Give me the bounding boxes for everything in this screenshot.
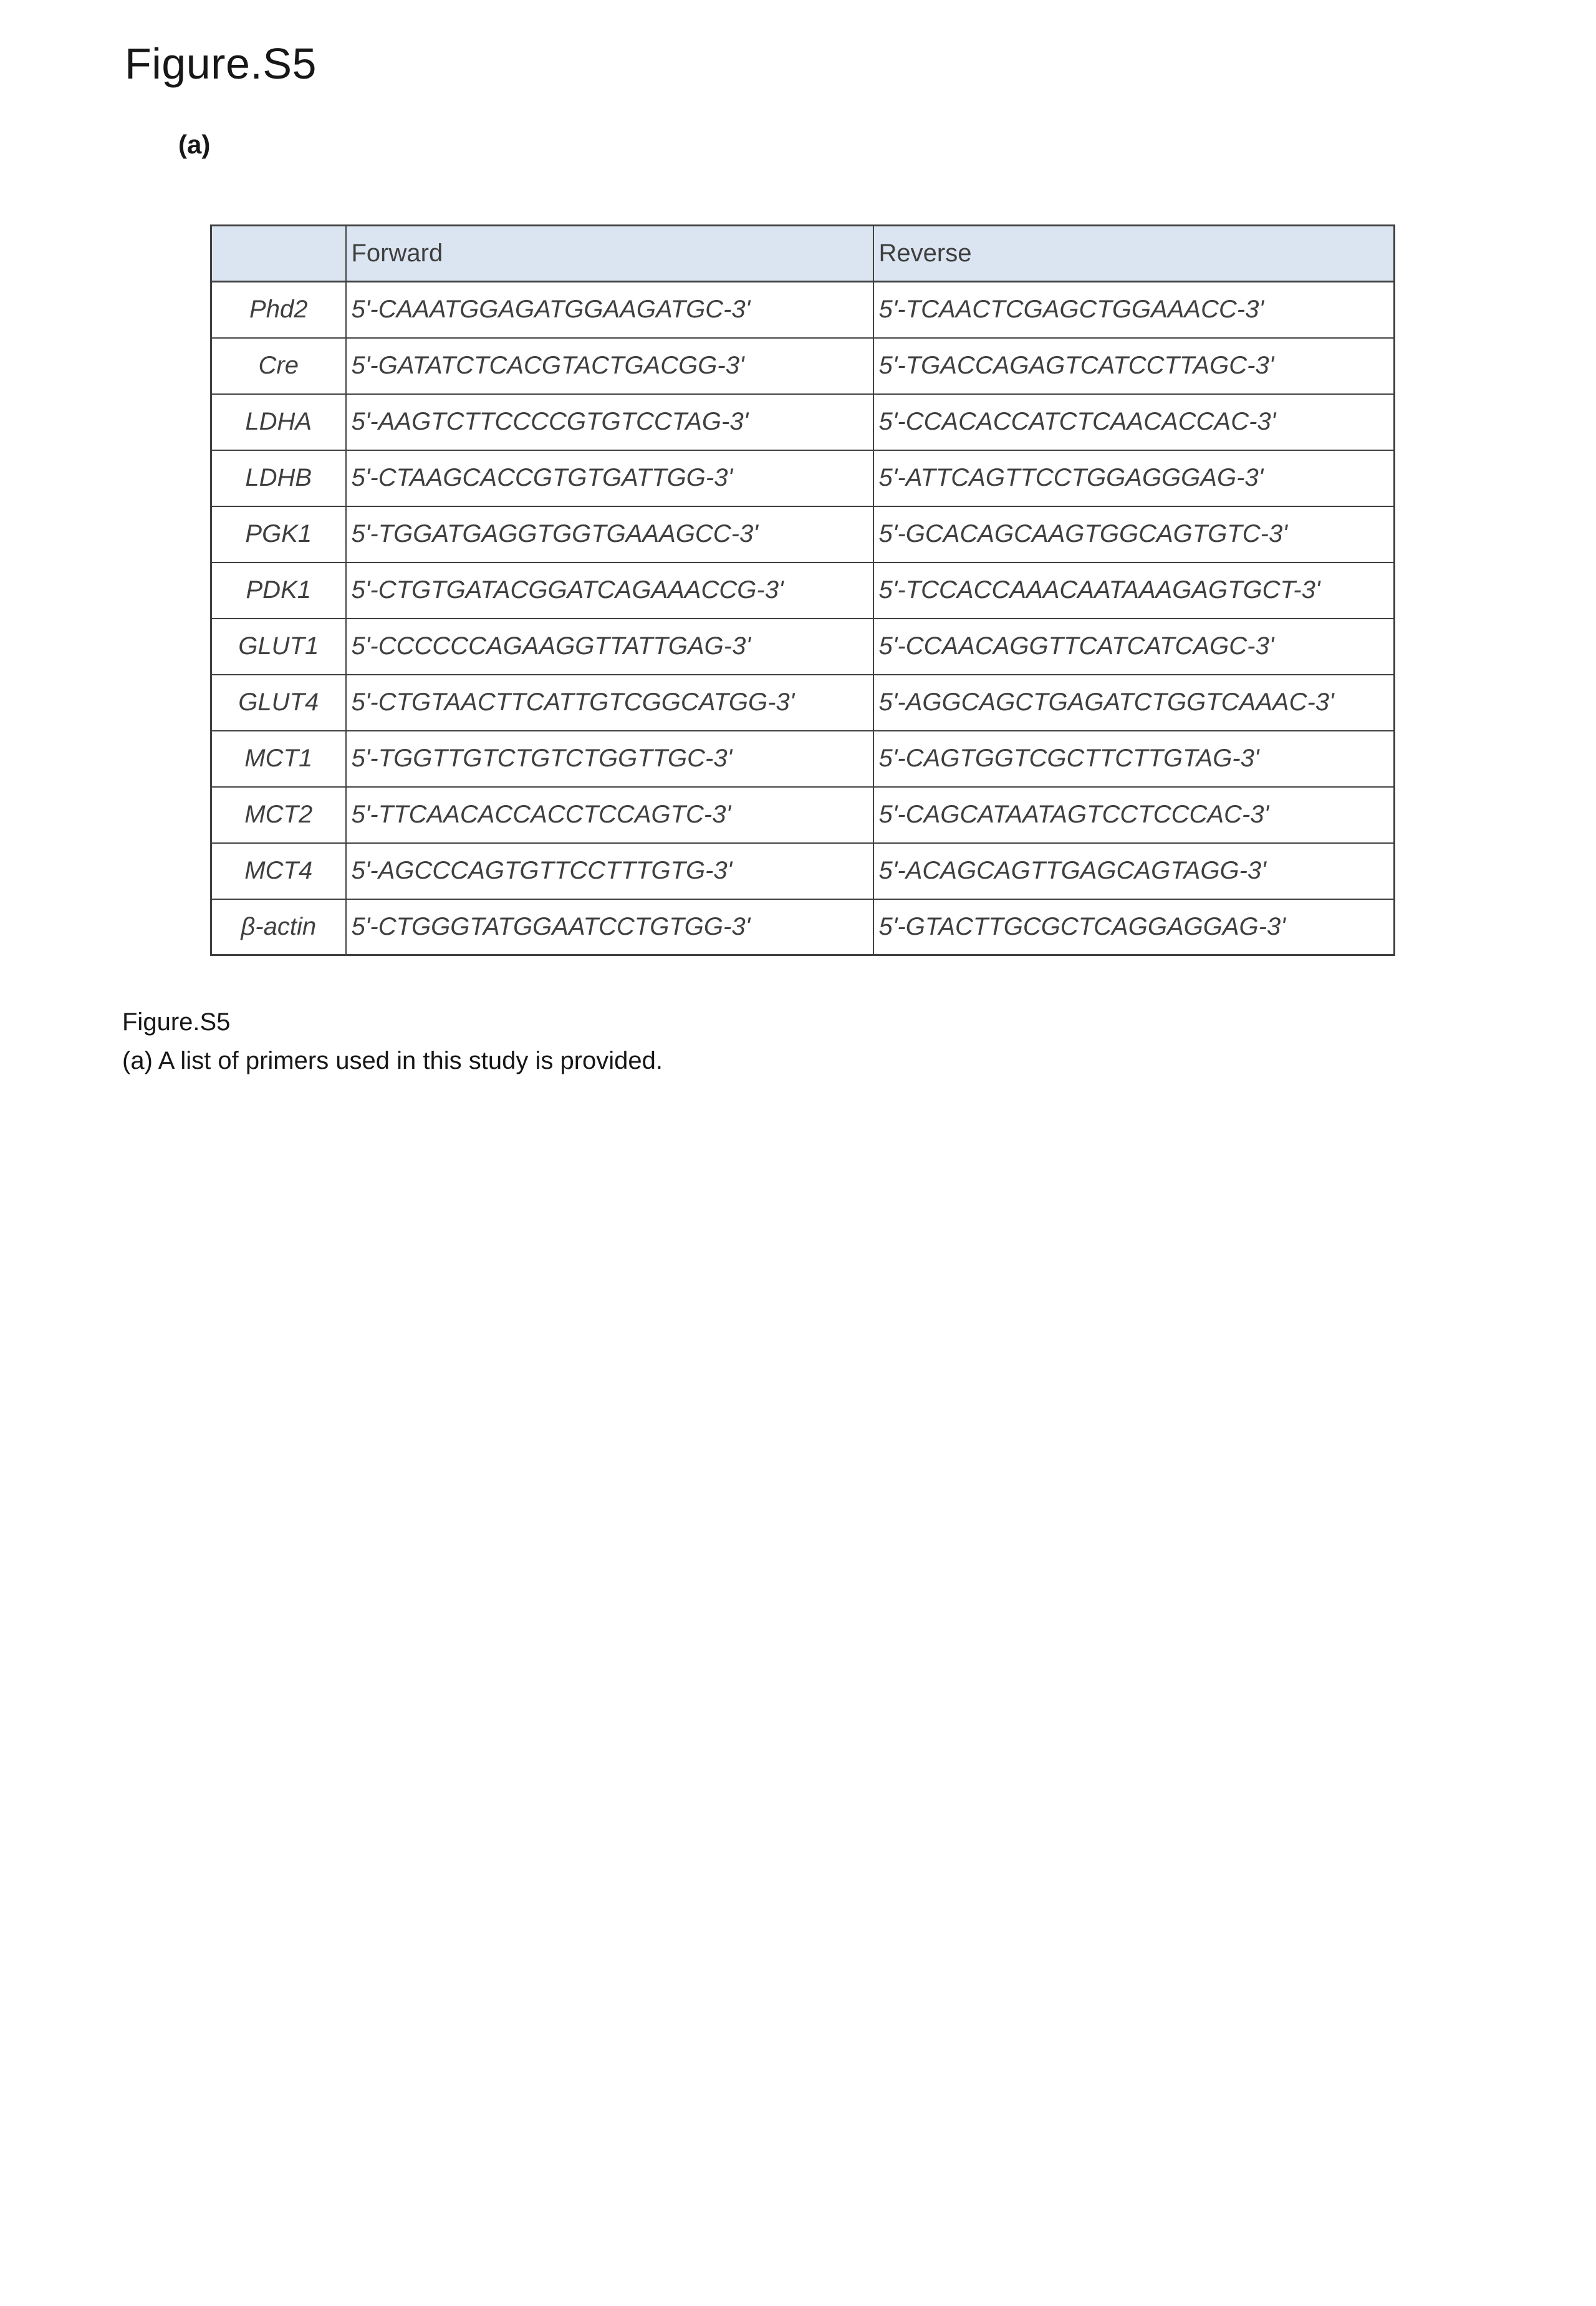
forward-sequence: 5'-AGCCCAGTGTTCCTTTGTG-3' bbox=[346, 843, 873, 899]
gene-name: GLUT4 bbox=[211, 675, 346, 731]
table-row bbox=[211, 731, 1395, 787]
panel-a-label: (a) bbox=[178, 130, 211, 159]
reverse-sequence: 5'-ACAGCAGTTGAGCAGTAGG-3' bbox=[873, 843, 1395, 899]
reverse-sequence: 5'-CAGTGGTCGCTTCTTGTAG-3' bbox=[873, 731, 1395, 787]
forward-sequence: 5'-CTGTAACTTCATTGTCGGCATGG-3' bbox=[346, 675, 873, 731]
table-row bbox=[211, 843, 1395, 899]
gene-column-header bbox=[211, 226, 346, 282]
forward-sequence: 5'-CCCCCCAGAAGGTTATTGAG-3' bbox=[346, 619, 873, 675]
table-row bbox=[211, 338, 1395, 394]
reverse-sequence: 5'-CCACACCATCTCAACACCAC-3' bbox=[873, 394, 1395, 450]
table-row bbox=[211, 282, 1395, 338]
figure-title: Figure.S5 bbox=[125, 39, 317, 88]
forward-sequence: 5'-CTGTGATACGGATCAGAAACCG-3' bbox=[346, 562, 873, 619]
caption-title: Figure.S5 bbox=[122, 1008, 231, 1036]
figure-caption bbox=[122, 1003, 663, 1080]
reverse-sequence: 5'-GTACTTGCGCTCAGGAGGAG-3' bbox=[873, 899, 1395, 955]
forward-sequence: 5'-CAAATGGAGATGGAAGATGC-3' bbox=[346, 282, 873, 338]
gene-name: β-actin bbox=[211, 899, 346, 955]
reverse-sequence: 5'-ATTCAGTTCCTGGAGGGAG-3' bbox=[873, 450, 1395, 506]
gene-name: MCT2 bbox=[211, 787, 346, 843]
gene-name: MCT1 bbox=[211, 731, 346, 787]
forward-sequence: 5'-AAGTCTTCCCCGTGTCCTAG-3' bbox=[346, 394, 873, 450]
reverse-sequence: 5'-TGACCAGAGTCATCCTTAGC-3' bbox=[873, 338, 1395, 394]
gene-name: PGK1 bbox=[211, 506, 346, 562]
caption-text: (a) A list of primers used in this study is provided. bbox=[122, 1047, 663, 1074]
table-row bbox=[211, 675, 1395, 731]
reverse-sequence: 5'-CCAACAGGTTCATCATCAGC-3' bbox=[873, 619, 1395, 675]
table-row bbox=[211, 619, 1395, 675]
reverse-sequence: 5'-TCAACTCGAGCTGGAAACC-3' bbox=[873, 282, 1395, 338]
table-header-row bbox=[211, 226, 1395, 282]
forward-sequence: 5'-CTAAGCACCGTGTGATTGG-3' bbox=[346, 450, 873, 506]
forward-sequence: 5'-TGGTTGTCTGTCTGGTTGC-3' bbox=[346, 731, 873, 787]
reverse-sequence: 5'-TCCACCAAACAATAAAGAGTGCT-3' bbox=[873, 562, 1395, 619]
gene-name: PDK1 bbox=[211, 562, 346, 619]
gene-name: Cre bbox=[211, 338, 346, 394]
forward-sequence: 5'-TGGATGAGGTGGTGAAAGCC-3' bbox=[346, 506, 873, 562]
gene-name: Phd2 bbox=[211, 282, 346, 338]
table-row bbox=[211, 562, 1395, 619]
forward-sequence: 5'-TTCAACACCACCTCCAGTC-3' bbox=[346, 787, 873, 843]
table-row bbox=[211, 787, 1395, 843]
table-row bbox=[211, 450, 1395, 506]
gene-name: MCT4 bbox=[211, 843, 346, 899]
reverse-sequence: 5'-GCACAGCAAGTGGCAGTGTC-3' bbox=[873, 506, 1395, 562]
gene-name: LDHB bbox=[211, 450, 346, 506]
gene-name: LDHA bbox=[211, 394, 346, 450]
table-row bbox=[211, 506, 1395, 562]
gene-name: GLUT1 bbox=[211, 619, 346, 675]
table-row bbox=[211, 394, 1395, 450]
reverse-sequence: 5'-CAGCATAATAGTCCTCCCAC-3' bbox=[873, 787, 1395, 843]
reverse-column-header: Reverse bbox=[873, 226, 1395, 282]
forward-column-header: Forward bbox=[346, 226, 873, 282]
forward-sequence: 5'-CTGGGTATGGAATCCTGTGG-3' bbox=[346, 899, 873, 955]
table-row bbox=[211, 899, 1395, 955]
primer-table bbox=[210, 224, 1395, 956]
forward-sequence: 5'-GATATCTCACGTACTGACGG-3' bbox=[346, 338, 873, 394]
reverse-sequence: 5'-AGGCAGCTGAGATCTGGTCAAAC-3' bbox=[873, 675, 1395, 731]
